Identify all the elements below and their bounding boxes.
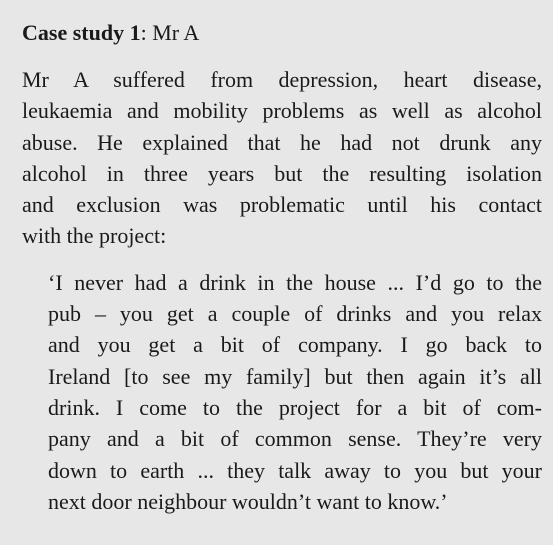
quote-line: pany and a bit of common sense. They’re very (48, 426, 542, 452)
intro-line: and exclusion was problematic until his contact (22, 192, 542, 218)
intro-line: Mr A suffered from depression, heart disease, (22, 67, 542, 92)
quote-line: ‘I never had a drink in the house ... I’d go to the (48, 269, 542, 295)
quote-line: pub – you get a couple of drinks and you relax (48, 301, 542, 327)
intro-line: with the project: (22, 223, 167, 249)
intro-line: alcohol in three years but the resulting isolation (22, 160, 542, 186)
quote-line: Ireland [to see my family] but then again it’s all (48, 363, 542, 389)
case-study-title (22, 18, 543, 48)
intro-paragraph (22, 64, 542, 252)
quote-line: next door neighbour wouldn’t want to know.’ (48, 488, 448, 514)
intro-line: abuse. He explained that he had not drunk any (22, 129, 542, 155)
case-study-title-bold: Case study 1 (22, 20, 141, 45)
quote-line: down to earth ... they talk away to you but your (48, 457, 542, 483)
case-study-title-rest: : Mr A (140, 20, 200, 45)
intro-line: leukaemia and mobility problems as well as alcohol (22, 98, 542, 124)
quote-line: drink. I come to the project for a bit of com- (48, 394, 542, 420)
quote-block (22, 267, 542, 517)
quote-line: and you get a bit of company. I go back to (48, 332, 542, 358)
